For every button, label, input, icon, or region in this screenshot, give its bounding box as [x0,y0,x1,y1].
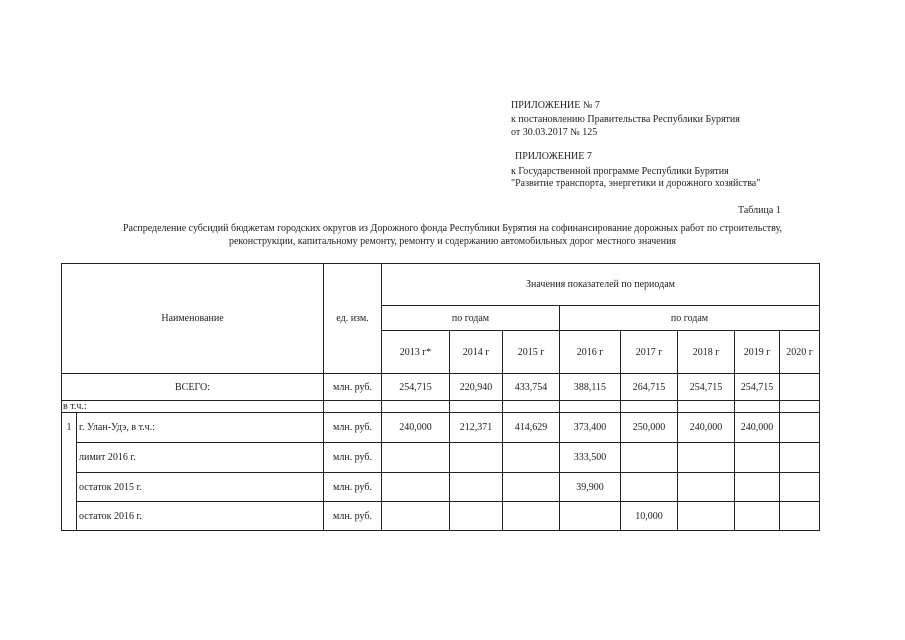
cell-value: 212,371 [450,413,503,443]
cell-value [780,443,820,473]
year-header: 2019 г [735,331,780,374]
row-name: остаток 2016 г. [77,502,324,531]
row-unit: млн. руб. [324,443,382,473]
cell-value [780,401,820,413]
cell-value [780,374,820,401]
year-header: 2014 г [450,331,503,374]
cell-value: 414,629 [503,413,560,443]
cell-value [450,502,503,531]
subsidy-table [61,263,820,531]
row-name: г. Улан-Удэ, в т.ч.: [77,413,324,443]
cell-value [780,413,820,443]
cell-value [621,473,678,502]
cell-value [450,473,503,502]
cell-value [382,502,450,531]
appendix-1-line3: от 30.03.2017 № 125 [511,127,598,138]
cell-value [735,401,780,413]
row-name: в т.ч.: [62,401,324,413]
row-unit [324,401,382,413]
cell-value: 433,754 [503,374,560,401]
cell-value [382,443,450,473]
cell-value [450,401,503,413]
row-unit: млн. руб. [324,473,382,502]
cell-value [780,473,820,502]
table-row [62,413,820,443]
year-header: 2015 г [503,331,560,374]
cell-value [735,502,780,531]
row-number: 1 [62,413,77,443]
header-group-2: по годам [560,306,820,331]
row-name: остаток 2015 г. [77,473,324,502]
cell-value: 10,000 [621,502,678,531]
row-unit: млн. руб. [324,413,382,443]
cell-value [678,401,735,413]
table-row [62,502,820,531]
cell-value [780,502,820,531]
table-row [62,473,820,502]
cell-value [678,473,735,502]
row-number [62,473,77,502]
appendix-1-title: ПРИЛОЖЕНИЕ № 7 [511,100,600,111]
header-values: Значения показателей по периодам [382,264,820,306]
appendix-2-title: ПРИЛОЖЕНИЕ 7 [515,151,592,162]
header-row-1 [62,264,820,306]
cell-value [382,401,450,413]
year-header: 2017 г [621,331,678,374]
cell-value [503,502,560,531]
table-caption-line1: Распределение субсидий бюджетам городских округов из Дорожного фонда Республики Бурятия на софинансирование дорожных работ по строительству, [122,223,783,234]
header-group-1: по годам [382,306,560,331]
cell-value [735,443,780,473]
cell-value [503,401,560,413]
cell-value [503,443,560,473]
row-name: ВСЕГО: [62,374,324,401]
cell-value: 254,715 [678,374,735,401]
cell-value: 264,715 [621,374,678,401]
year-header: 2013 г* [382,331,450,374]
row-number [62,443,77,473]
cell-value: 39,900 [560,473,621,502]
cell-value: 388,115 [560,374,621,401]
cell-value [735,473,780,502]
table-row [62,374,820,401]
row-name: лимит 2016 г. [77,443,324,473]
cell-value: 373,400 [560,413,621,443]
table-row [62,443,820,473]
cell-value [382,473,450,502]
year-header: 2018 г [678,331,735,374]
cell-value [678,443,735,473]
table-label: Таблица 1 [738,205,781,216]
appendix-2-line2: к Государственной программе Республики Бурятия [511,166,729,177]
cell-value: 240,000 [678,413,735,443]
year-header: 2016 г [560,331,621,374]
cell-value [621,443,678,473]
cell-value [503,473,560,502]
row-unit: млн. руб. [324,502,382,531]
cell-value: 240,000 [735,413,780,443]
row-unit: млн. руб. [324,374,382,401]
table-row [62,401,820,413]
cell-value: 254,715 [382,374,450,401]
cell-value [678,502,735,531]
header-name: Наименование [62,264,324,374]
row-number [62,502,77,531]
cell-value [450,443,503,473]
table-caption-line2: реконструкции, капитальному ремонту, ремонту и содержанию автомобильных дорог местного значения [228,236,677,247]
cell-value: 254,715 [735,374,780,401]
cell-value: 220,940 [450,374,503,401]
appendix-1-line2: к постановлению Правительства Республики Бурятия [511,114,740,125]
header-unit: ед. изм. [324,264,382,374]
year-header: 2020 г [780,331,820,374]
cell-value [560,401,621,413]
cell-value: 333,500 [560,443,621,473]
cell-value: 240,000 [382,413,450,443]
cell-value: 250,000 [621,413,678,443]
cell-value [560,502,621,531]
cell-value [621,401,678,413]
appendix-2-line3: "Развитие транспорта, энергетики и дорожного хозяйства" [511,178,761,189]
